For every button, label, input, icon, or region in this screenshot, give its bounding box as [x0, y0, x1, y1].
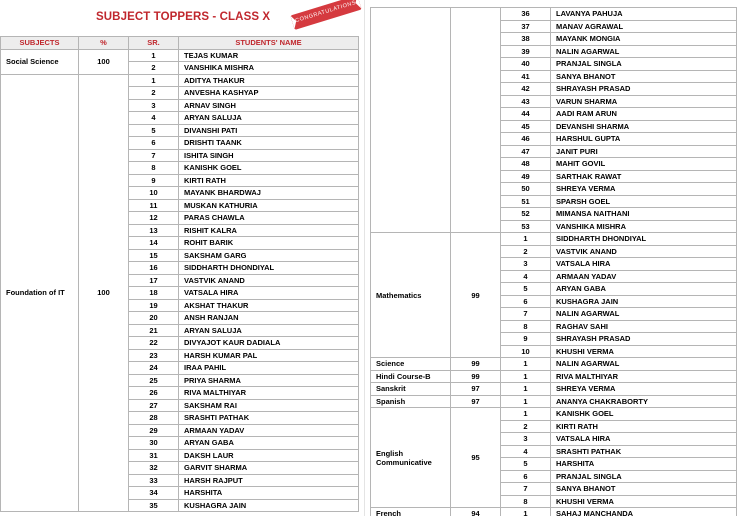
sr-cell: 15 [129, 249, 179, 262]
student-name-cell: DEVANSHI SHARMA [551, 120, 737, 133]
sr-cell: 2 [129, 62, 179, 75]
sr-cell: 22 [129, 337, 179, 350]
sr-cell: 4 [501, 270, 551, 283]
sr-cell: 30 [129, 437, 179, 450]
student-name-cell: ANANYA CHAKRABORTY [551, 395, 737, 408]
sr-cell: 26 [129, 387, 179, 400]
sr-cell: 19 [129, 299, 179, 312]
sr-cell: 52 [501, 208, 551, 221]
student-name-cell: KUSHAGRA JAIN [551, 295, 737, 308]
subject-cell: English Communicative [371, 408, 451, 508]
student-name-cell: SAHAJ MANCHANDA [551, 508, 737, 516]
student-name-cell: VATSALA HIRA [551, 258, 737, 271]
sr-cell: 7 [129, 149, 179, 162]
subject-cell: French [371, 508, 451, 516]
student-name-cell: VANSHIKA MISHRA [179, 62, 359, 75]
percent-cell: 99 [451, 358, 501, 371]
sr-cell: 1 [129, 74, 179, 87]
congratulations-ribbon: CONGRATULATIONS [290, 0, 361, 30]
sr-cell: 3 [501, 258, 551, 271]
percent-cell: 97 [451, 395, 501, 408]
sr-cell: 1 [501, 383, 551, 396]
student-name-cell: RIVA MALTHIYAR [179, 387, 359, 400]
percent-cell: 99 [451, 370, 501, 383]
subject-cell: Sanskrit [371, 383, 451, 396]
sr-cell: 1 [129, 49, 179, 62]
table-row [371, 508, 737, 516]
header-students-name: STUDENTS' NAME [179, 37, 359, 50]
sr-cell: 53 [501, 220, 551, 233]
table-row [371, 408, 737, 421]
student-name-cell: KUSHAGRA JAIN [179, 499, 359, 512]
student-name-cell: DIVANSHI PATI [179, 124, 359, 137]
sr-cell: 4 [501, 445, 551, 458]
sr-cell: 23 [129, 349, 179, 362]
student-name-cell: KANISHK GOEL [179, 162, 359, 175]
student-name-cell: PRANJAL SINGLA [551, 470, 737, 483]
student-name-cell: ADITYA THAKUR [179, 74, 359, 87]
sr-cell: 17 [129, 274, 179, 287]
percent-cell: 95 [451, 408, 501, 508]
student-name-cell: ANVESHA KASHYAP [179, 87, 359, 100]
student-name-cell: MAYANK BHARDWAJ [179, 187, 359, 200]
sr-cell: 6 [501, 295, 551, 308]
student-name-cell: VASTVIK ANAND [551, 245, 737, 258]
sr-cell: 5 [501, 458, 551, 471]
toppers-table-left [0, 36, 359, 512]
percent-cell: 100 [79, 49, 129, 74]
sr-cell: 47 [501, 145, 551, 158]
sr-cell: 3 [129, 99, 179, 112]
percent-cell: 100 [79, 74, 129, 512]
student-name-cell: SARTHAK RAWAT [551, 170, 737, 183]
student-name-cell: ARNAV SINGH [179, 99, 359, 112]
student-name-cell: HARSH KUMAR PAL [179, 349, 359, 362]
student-name-cell: DRISHTI TAANK [179, 137, 359, 150]
table-row [371, 383, 737, 396]
toppers-table-right-body [371, 8, 737, 516]
subject-cell: Hindi Course-B [371, 370, 451, 383]
student-name-cell: KANISHK GOEL [551, 408, 737, 421]
sr-cell: 49 [501, 170, 551, 183]
sr-cell: 2 [501, 245, 551, 258]
student-name-cell: HARSH RAJPUT [179, 474, 359, 487]
header-subjects: SUBJECTS [1, 37, 79, 50]
student-name-cell: VATSALA HIRA [551, 433, 737, 446]
sr-cell: 16 [129, 262, 179, 275]
sr-cell: 18 [129, 287, 179, 300]
sr-cell: 4 [129, 112, 179, 125]
student-name-cell: SAKSHAM GARG [179, 249, 359, 262]
student-name-cell: SANYA BHANOT [551, 483, 737, 496]
student-name-cell: AKSHAT THAKUR [179, 299, 359, 312]
student-name-cell: MAYANK MONGIA [551, 33, 737, 46]
page-title: SUBJECT TOPPERS - CLASS X [96, 11, 271, 23]
student-name-cell: KIRTI RATH [179, 174, 359, 187]
sr-cell: 31 [129, 449, 179, 462]
sr-cell: 37 [501, 20, 551, 33]
sr-cell: 51 [501, 195, 551, 208]
sr-cell: 6 [501, 470, 551, 483]
table-row [1, 49, 359, 62]
sr-cell: 42 [501, 83, 551, 96]
student-name-cell: VASTVIK ANAND [179, 274, 359, 287]
student-name-cell: ANSH RANJAN [179, 312, 359, 325]
sr-cell: 34 [129, 487, 179, 500]
student-name-cell: KHUSHI VERMA [551, 495, 737, 508]
student-name-cell: HARSHUL GUPTA [551, 133, 737, 146]
sr-cell: 28 [129, 412, 179, 425]
toppers-table-left-body [1, 49, 359, 512]
subject-cell: Social Science [1, 49, 79, 74]
sr-cell: 20 [129, 312, 179, 325]
student-name-cell: RIVA MALTHIYAR [551, 370, 737, 383]
sr-cell: 21 [129, 324, 179, 337]
sr-cell: 7 [501, 308, 551, 321]
sr-cell: 12 [129, 212, 179, 225]
sr-cell: 10 [501, 345, 551, 358]
student-name-cell: HARSHITA [551, 458, 737, 471]
student-name-cell: VANSHIKA MISHRA [551, 220, 737, 233]
sr-cell: 1 [501, 408, 551, 421]
sr-cell: 5 [129, 124, 179, 137]
student-name-cell: ISHITA SINGH [179, 149, 359, 162]
student-name-cell: SHRAYASH PRASAD [551, 333, 737, 346]
student-name-cell: AADI RAM ARUN [551, 108, 737, 121]
student-name-cell: SPARSH GOEL [551, 195, 737, 208]
student-name-cell: MAHIT GOVIL [551, 158, 737, 171]
sr-cell: 8 [501, 495, 551, 508]
student-name-cell: ROHIT BARIK [179, 237, 359, 250]
sr-cell: 46 [501, 133, 551, 146]
percent-cell: 99 [451, 233, 501, 358]
sr-cell: 5 [501, 283, 551, 296]
header-percent: % [79, 37, 129, 50]
sr-cell: 25 [129, 374, 179, 387]
sr-cell: 36 [501, 8, 551, 21]
student-name-cell: RISHIT KALRA [179, 224, 359, 237]
subject-cell: Mathematics [371, 233, 451, 358]
student-name-cell: ARYAN SALUJA [179, 112, 359, 125]
sr-cell: 40 [501, 58, 551, 71]
student-name-cell: NALIN AGARWAL [551, 308, 737, 321]
sr-cell: 35 [129, 499, 179, 512]
student-name-cell: SHREYA VERMA [551, 383, 737, 396]
sr-cell: 27 [129, 399, 179, 412]
sr-cell: 45 [501, 120, 551, 133]
table-row [371, 395, 737, 408]
sr-cell: 1 [501, 358, 551, 371]
sr-cell: 32 [129, 462, 179, 475]
student-name-cell: PRIYA SHARMA [179, 374, 359, 387]
student-name-cell: GARVIT SHARMA [179, 462, 359, 475]
percent-cell [451, 8, 501, 233]
sr-cell: 11 [129, 199, 179, 212]
student-name-cell: KIRTI RATH [551, 420, 737, 433]
sr-cell: 9 [129, 174, 179, 187]
student-name-cell: NALIN AGARWAL [551, 358, 737, 371]
sr-cell: 2 [129, 87, 179, 100]
student-name-cell: DAKSH LAUR [179, 449, 359, 462]
student-name-cell: VATSALA HIRA [179, 287, 359, 300]
student-name-cell: JANIT PURI [551, 145, 737, 158]
student-name-cell: LAVANYA PAHUJA [551, 8, 737, 21]
sr-cell: 3 [501, 433, 551, 446]
sr-cell: 9 [501, 333, 551, 346]
sr-cell: 29 [129, 424, 179, 437]
student-name-cell: KHUSHI VERMA [551, 345, 737, 358]
student-name-cell: MUSKAN KATHURIA [179, 199, 359, 212]
table-row [371, 8, 737, 21]
percent-cell: 97 [451, 383, 501, 396]
student-name-cell: SHRAYASH PRASAD [551, 83, 737, 96]
student-name-cell: ARYAN GABA [179, 437, 359, 450]
subject-cell: Foundation of IT [1, 74, 79, 512]
student-name-cell: SHREYA VERMA [551, 183, 737, 196]
student-name-cell: HARSHITA [179, 487, 359, 500]
sr-cell: 8 [129, 162, 179, 175]
student-name-cell: ARYAN SALUJA [179, 324, 359, 337]
sr-cell: 1 [501, 395, 551, 408]
student-name-cell: SRASHTI PATHAK [551, 445, 737, 458]
student-name-cell: DIVYAJOT KAUR DADIALA [179, 337, 359, 350]
sr-cell: 44 [501, 108, 551, 121]
sr-cell: 48 [501, 158, 551, 171]
student-name-cell: SIDDHARTH DHONDIYAL [179, 262, 359, 275]
sr-cell: 39 [501, 45, 551, 58]
student-name-cell: SRASHTI PATHAK [179, 412, 359, 425]
student-name-cell: SAKSHAM RAI [179, 399, 359, 412]
sr-cell: 2 [501, 420, 551, 433]
student-name-cell: IRAA PAHIL [179, 362, 359, 375]
student-name-cell: ARMAAN YADAV [551, 270, 737, 283]
student-name-cell: PRANJAL SINGLA [551, 58, 737, 71]
sr-cell: 14 [129, 237, 179, 250]
student-name-cell: PARAS CHAWLA [179, 212, 359, 225]
student-name-cell: RAGHAV SAHI [551, 320, 737, 333]
toppers-table-right [370, 7, 737, 516]
sr-cell: 1 [501, 233, 551, 246]
header-sr: SR. [129, 37, 179, 50]
subject-cell [371, 8, 451, 233]
table-header-row [1, 37, 359, 50]
column-divider [364, 0, 365, 516]
sr-cell: 1 [501, 370, 551, 383]
sr-cell: 38 [501, 33, 551, 46]
student-name-cell: TEJAS KUMAR [179, 49, 359, 62]
sr-cell: 43 [501, 95, 551, 108]
student-name-cell: VARUN SHARMA [551, 95, 737, 108]
sr-cell: 24 [129, 362, 179, 375]
table-row [371, 370, 737, 383]
table-row [1, 74, 359, 87]
sr-cell: 50 [501, 183, 551, 196]
table-row [371, 233, 737, 246]
student-name-cell: ARYAN GABA [551, 283, 737, 296]
subject-cell: Science [371, 358, 451, 371]
sr-cell: 10 [129, 187, 179, 200]
sr-cell: 41 [501, 70, 551, 83]
student-name-cell: NALIN AGARWAL [551, 45, 737, 58]
percent-cell: 94 [451, 508, 501, 516]
student-name-cell: SANYA BHANOT [551, 70, 737, 83]
table-row [371, 358, 737, 371]
student-name-cell: MANAV AGRAWAL [551, 20, 737, 33]
sr-cell: 33 [129, 474, 179, 487]
student-name-cell: MIMANSA NAITHANI [551, 208, 737, 221]
subject-cell: Spanish [371, 395, 451, 408]
student-name-cell: ARMAAN YADAV [179, 424, 359, 437]
sr-cell: 7 [501, 483, 551, 496]
sr-cell: 1 [501, 508, 551, 516]
sr-cell: 13 [129, 224, 179, 237]
student-name-cell: SIDDHARTH DHONDIYAL [551, 233, 737, 246]
sr-cell: 8 [501, 320, 551, 333]
sr-cell: 6 [129, 137, 179, 150]
